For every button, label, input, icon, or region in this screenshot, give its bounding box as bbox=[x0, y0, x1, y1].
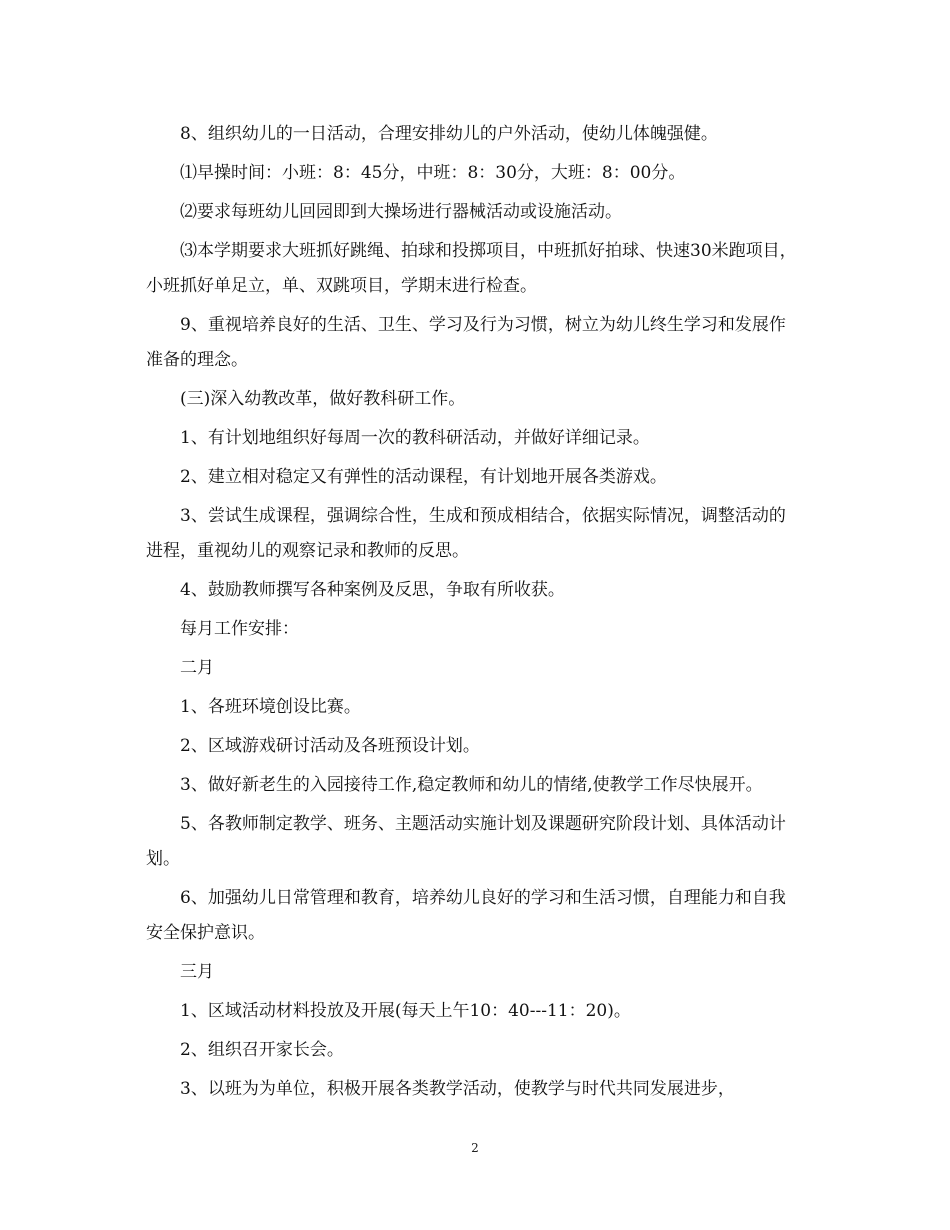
page-number: 2 bbox=[471, 1141, 479, 1155]
section-heading: (三)深入幼教改革，做好教科研工作。 bbox=[180, 389, 466, 409]
document-body bbox=[146, 117, 800, 1111]
paragraph: 4、鼓励教师撰写各种案例及反思，争取有所收获。 bbox=[180, 580, 565, 600]
paragraph: 2、区域游戏研讨活动及各班预设计划。 bbox=[180, 736, 480, 756]
paragraph: 1、各班环境创设比赛。 bbox=[180, 697, 361, 717]
paragraph: 3、以班为为单位，积极开展各类教学活动，使教学与时代共同发展进步， bbox=[180, 1079, 735, 1099]
paragraph: 3、尝试生成课程，强调综合性，生成和预成相结合，依据实际情况，调整活动的进程，重视幼儿的观察记录和教师的反思。 bbox=[146, 506, 786, 561]
paragraph: 6、加强幼儿日常管理和教育，培养幼儿良好的学习和生活习惯，自理能力和自我安全保护意识。 bbox=[146, 888, 786, 943]
paragraph: 5、各教师制定教学、班务、主题活动实施计划及课题研究阶段计划、具体活动计划。 bbox=[146, 814, 786, 869]
month-heading: 二月 bbox=[180, 658, 214, 678]
paragraph: 2、组织召开家长会。 bbox=[180, 1040, 344, 1060]
paragraph: ⑴早操时间：小班：8：45分，中班：8：30分，大班：8：00分。 bbox=[180, 163, 686, 183]
paragraph: 2、建立相对稳定又有弹性的活动课程，有计划地开展各类游戏。 bbox=[180, 467, 667, 487]
section-heading: 每月工作安排： bbox=[180, 619, 299, 639]
paragraph: ⑶本学期要求大班抓好跳绳、拍球和投掷项目，中班抓好拍球、快速30米跑项目，小班抓好单足立，单、双跳项目，学期末进行检查。 bbox=[146, 241, 797, 296]
month-heading: 三月 bbox=[180, 962, 214, 982]
paragraph: 3、做好新老生的入园接待工作,稳定教师和幼儿的情绪,使教学工作尽快展开。 bbox=[180, 775, 763, 795]
paragraph: 1、有计划地组织好每周一次的教科研活动，并做好详细记录。 bbox=[180, 428, 650, 448]
paragraph: 8、组织幼儿的一日活动，合理安排幼儿的户外活动，使幼儿体魄强健。 bbox=[180, 124, 718, 144]
paragraph: ⑵要求每班幼儿回园即到大操场进行器械活动或设施活动。 bbox=[180, 202, 622, 222]
paragraph: 1、区域活动材料投放及开展(每天上午10：40---11：20)。 bbox=[180, 1001, 631, 1021]
paragraph: 9、重视培养良好的生活、卫生、学习及行为习惯，树立为幼儿终生学习和发展作准备的理念。 bbox=[146, 315, 786, 370]
